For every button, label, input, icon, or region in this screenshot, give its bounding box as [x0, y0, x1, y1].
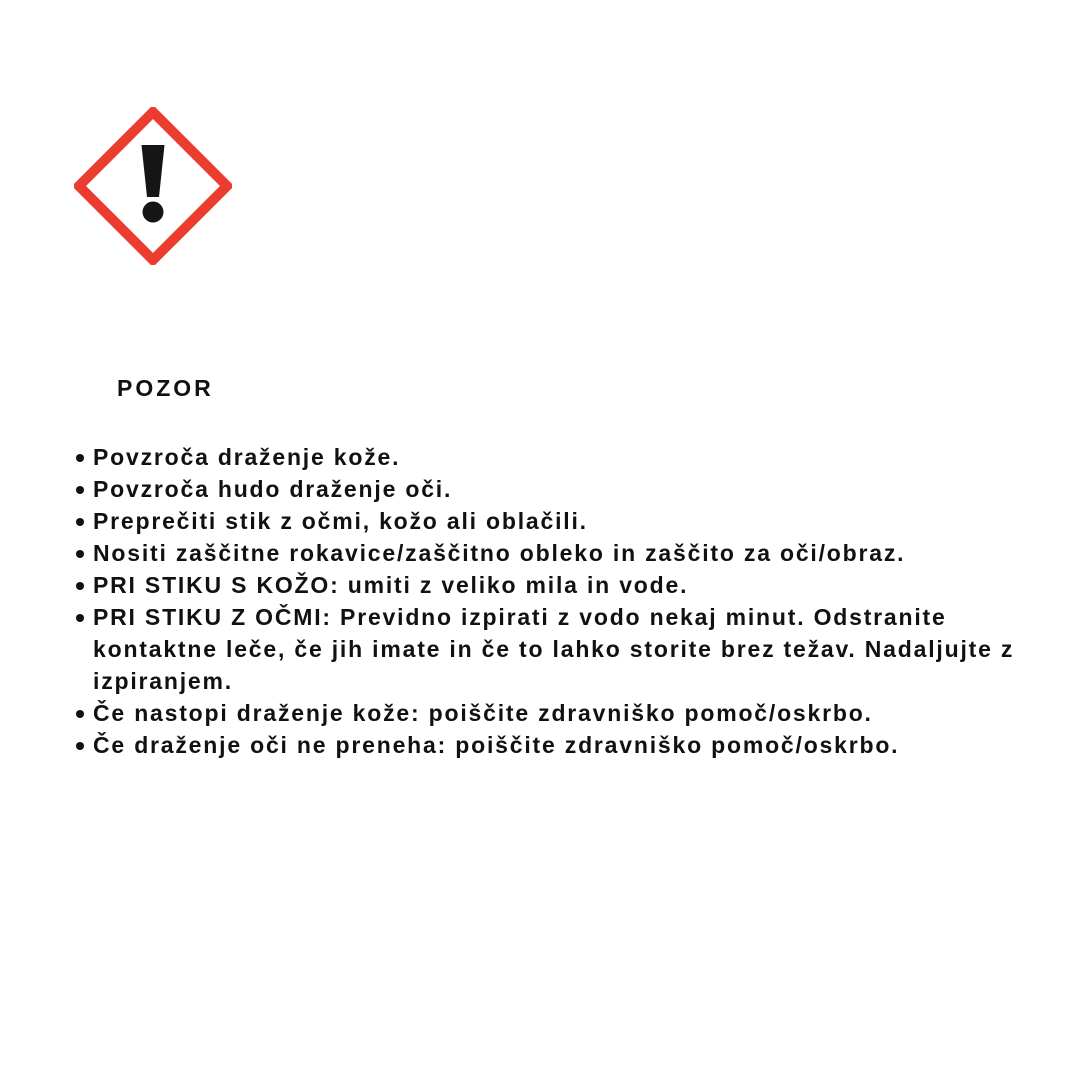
signal-word: POZOR [117, 375, 214, 401]
hazard-statement: Povzroča hudo draženje oči. [75, 473, 1035, 505]
exclamation-dot [143, 202, 164, 223]
hazard-statement: PRI STIKU S KOŽO: umiti z veliko mila in vode. [75, 569, 1035, 601]
hazard-statement: Povzroča draženje kože. [75, 441, 1035, 473]
hazard-statement: PRI STIKU Z OČMI: Previdno izpirati z vodo nekaj minut. Odstranite kontaktne leče, če jih imate in če to lahko storite brez težav. Nadaljujte z izpiranjem. [75, 601, 1035, 697]
hazard-statement: Če draženje oči ne preneha: poiščite zdravniško pomoč/oskrbo. [75, 729, 1035, 761]
hazard-statement: Nositi zaščitne rokavice/zaščitno obleko in zaščito za oči/obraz. [75, 537, 1035, 569]
hazard-statement-list [75, 441, 1035, 761]
ghs-exclamation-pictogram-icon [74, 107, 232, 265]
hazard-statement: Preprečiti stik z očmi, kožo ali oblačili. [75, 505, 1035, 537]
hazard-statement: Če nastopi draženje kože: poiščite zdravniško pomoč/oskrbo. [75, 697, 1035, 729]
